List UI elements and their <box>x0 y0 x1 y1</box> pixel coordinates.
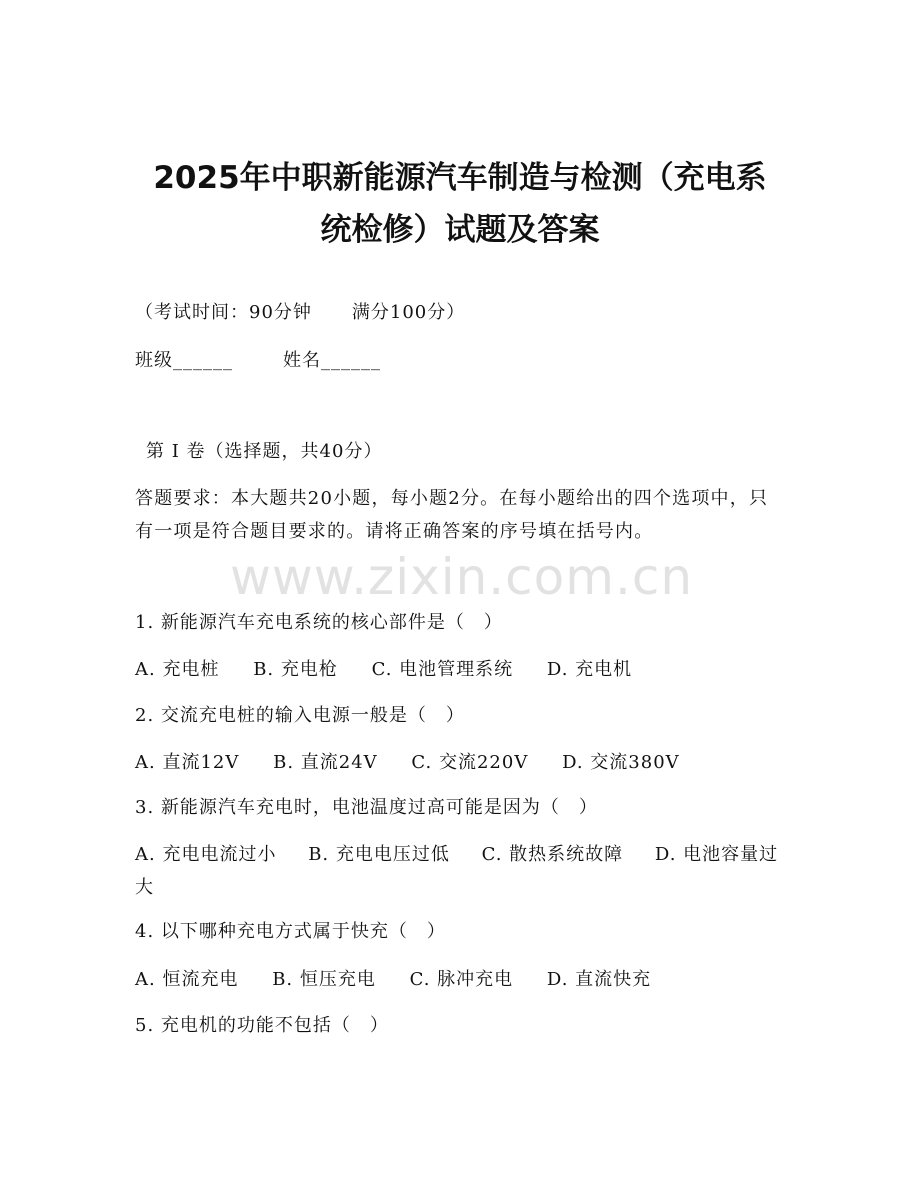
option-c: C. 交流220V <box>411 752 529 773</box>
question-3-stem: 3. 新能源汽车充电时，电池温度过高可能是因为（ ） <box>135 797 598 818</box>
document-title <box>100 152 820 256</box>
question-1-stem: 1. 新能源汽车充电系统的核心部件是（ ） <box>135 612 503 633</box>
option-a: A. 直流12V <box>135 752 240 773</box>
option-b: B. 充电电压过低 <box>308 844 450 865</box>
question-4-options <box>135 964 679 996</box>
option-c: C. 电池管理系统 <box>371 659 514 680</box>
class-field: 班级______ <box>135 350 233 371</box>
question-5-stem: 5. 充电机的功能不包括（ ） <box>135 1015 389 1036</box>
question-2-stem: 2. 交流充电桩的输入电源一般是（ ） <box>135 705 465 726</box>
option-d: D. 交流380V <box>562 752 680 773</box>
exam-time: （考试时间：90分钟 <box>135 302 312 323</box>
option-a: A. 恒流充电 <box>135 969 239 990</box>
student-info <box>135 345 381 377</box>
title-line-2: 统检修）试题及答案 <box>320 212 600 248</box>
question-4-stem: 4. 以下哪种充电方式属于快充（ ） <box>135 921 446 942</box>
name-field: 姓名______ <box>283 350 381 371</box>
exam-info <box>135 297 465 329</box>
option-d: D. 充电机 <box>546 659 633 680</box>
option-a: A. 充电电流过小 <box>135 844 277 865</box>
section-header: 第 I 卷（选择题，共40分） <box>146 441 383 462</box>
option-d: D. 电池容量过大 <box>135 844 779 898</box>
title-line-1: 2025年中职新能源汽车制造与检测（充电系 <box>153 160 767 196</box>
option-c: C. 散热系统故障 <box>481 844 624 865</box>
option-b: B. 恒压充电 <box>272 969 376 990</box>
option-c: C. 脉冲充电 <box>409 969 514 990</box>
question-1-options <box>135 654 660 686</box>
full-score: 满分100分） <box>351 302 466 323</box>
instructions: 答题要求：本大题共20小题，每小题2分。在每小题给出的四个选项中，只有一项是符合题目要求的。请将正确答案的序号填在括号内。 <box>135 488 769 542</box>
option-b: B. 直流24V <box>273 752 378 773</box>
option-a: A. 充电桩 <box>135 659 220 680</box>
option-b: B. 充电枪 <box>253 659 338 680</box>
question-2-options <box>135 747 708 779</box>
watermark: www.zixin.com.cn <box>230 548 694 606</box>
question-3-options <box>135 838 783 904</box>
option-d: D. 直流快充 <box>546 969 652 990</box>
